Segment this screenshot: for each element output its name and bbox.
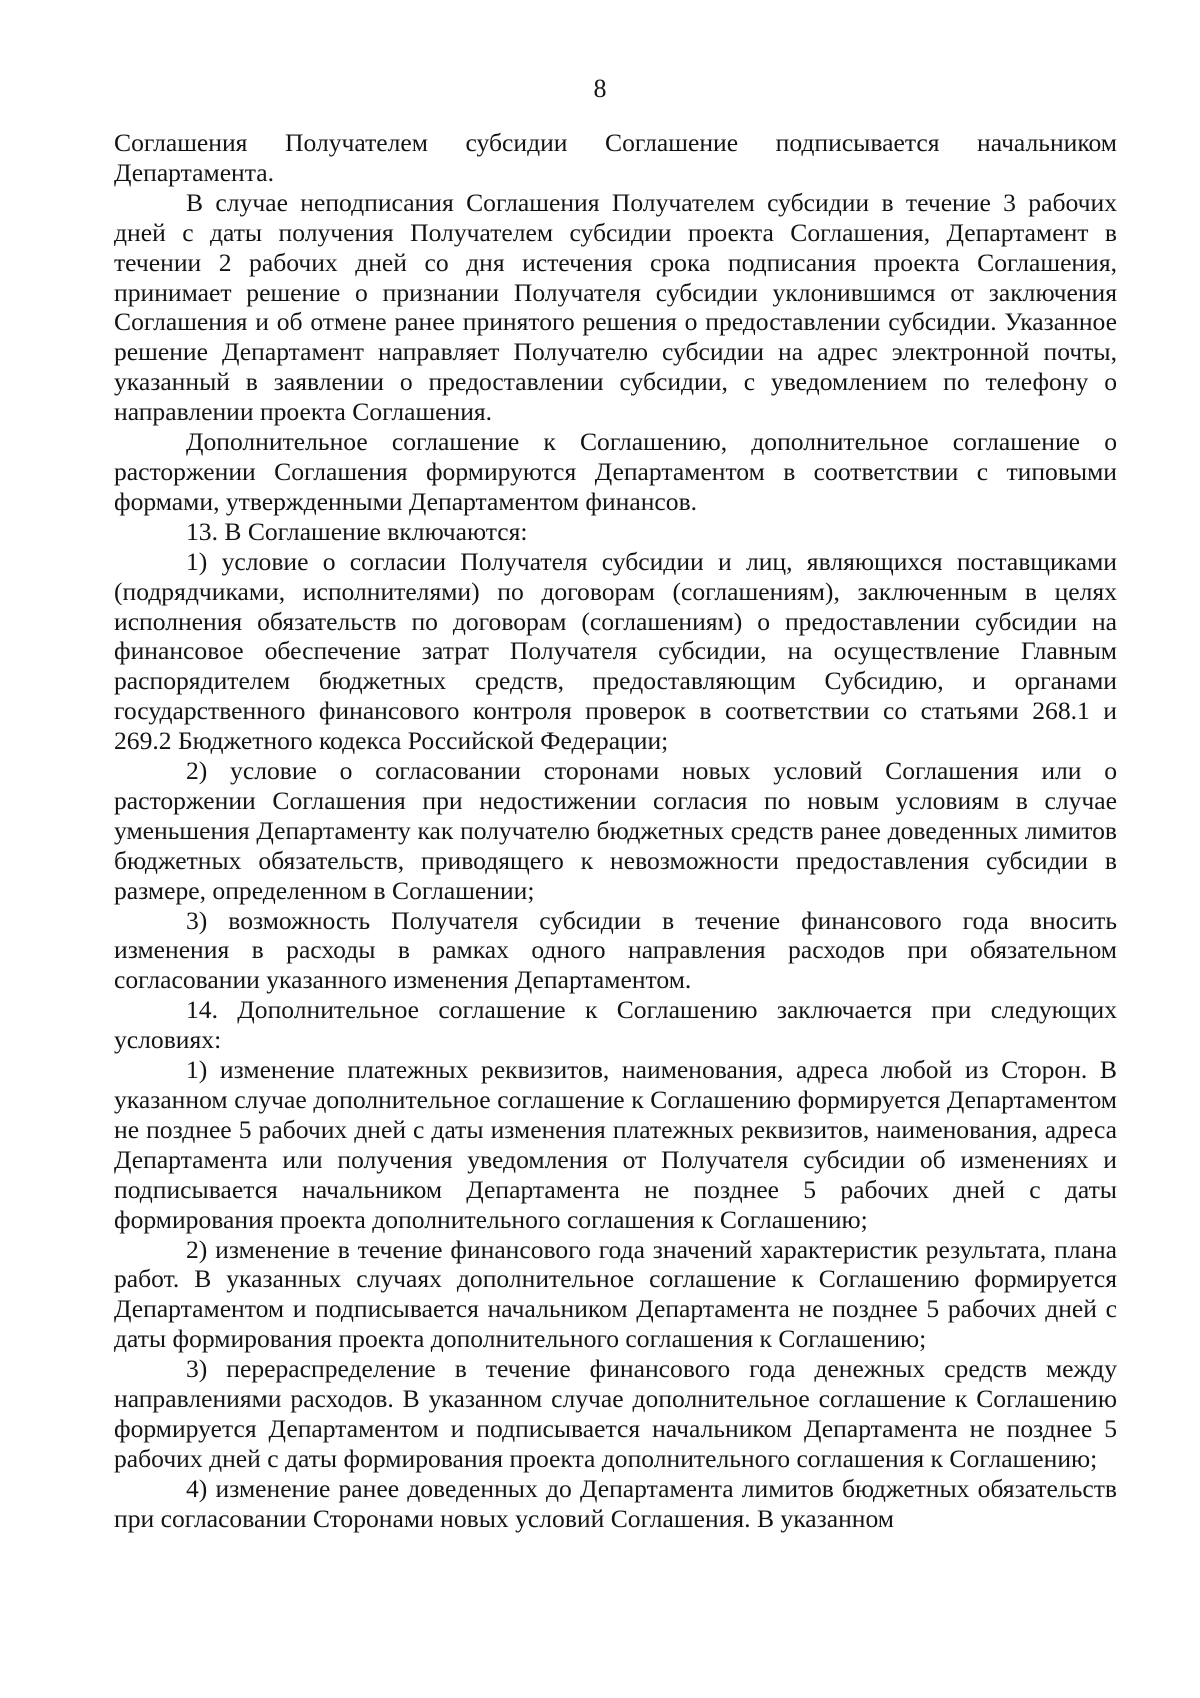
paragraph: Соглашения Получателем субсидии Соглашение подписывается начальником Департамента.: [114, 128, 1117, 187]
paragraph: Дополнительное соглашение к Соглашению, дополнительное соглашение о расторжении Соглашения формируются Департаментом в соответствии с типовыми формами, утвержденными Департаментом финансов.: [114, 427, 1117, 516]
paragraph: В случае неподписания Соглашения Получателем субсидии в течение 3 рабочих дней с даты получения Получателем субсидии проекта Соглашения, Департамент в течении 2 рабочих дней со дня истечения срока подписания проекта Соглашения, принимает решение о признании Получателя субсидии уклонившимся от заключения Соглашения и об отмене ранее принятого решения о предоставлении субсидии. Указанное решение Департамент направляет Получателю субсидии на адрес электронной почты, указанный в заявлении о предоставлении субсидии, с уведомлением по телефону о направлении проекта Соглашения.: [114, 187, 1117, 427]
list-item: 2) изменение в течение финансового года значений характеристик результата, плана работ. В указанных случаях дополнительное соглашение к Соглашению формируется Департаментом и подписывается начальником Департамента не позднее 5 рабочих дней с даты формирования проекта дополнительного соглашения к Соглашению;: [114, 1234, 1117, 1354]
list-item: 3) перераспределение в течение финансового года денежных средств между направлениями расходов. В указанном случае дополнительное соглашение к Соглашению формируется Департаментом и подписывается начальником Департамента не позднее 5 рабочих дней с даты формирования проекта дополнительного соглашения к Соглашению;: [114, 1354, 1117, 1473]
page-number: 8: [593, 74, 607, 103]
section-heading-14: 14. Дополнительное соглашение к Соглашению заключается при следующих условиях:: [114, 995, 1117, 1055]
list-item: 1) изменение платежных реквизитов, наименования, адреса любой из Сторон. В указанном случае дополнительное соглашение к Соглашению формируется Департаментом не позднее 5 рабочих дней с даты изменения платежных реквизитов, наименования, адреса Департамента или получения уведомления от Получателя субсидии об изменениях и подписывается начальником Департамента не позднее 5 рабочих дней с даты формирования проекта дополнительного соглашения к Соглашению;: [114, 1055, 1117, 1234]
section-heading-13: 13. В Соглашение включаются:: [186, 516, 528, 546]
list-item: 1) условие о согласии Получателя субсидии и лиц, являющихся поставщиками (подрядчиками, исполнителями) по договорам (соглашениям), заключенным в целях исполнения обязательств по договорам (соглашениям) о предоставлении субсидии на финансовое обеспечение затрат Получателя субсидии, на осуществление Главным распорядителем бюджетных средств, предоставляющим Субсидию, и органами государственного финансового контроля проверок в соответствии со статьями 268.1 и 269.2 Бюджетного кодекса Российской Федерации;: [114, 546, 1117, 756]
list-item: 4) изменение ранее доведенных до Департамента лимитов бюджетных обязательств при согласовании Сторонами новых условий Соглашения. В указанном: [114, 1473, 1117, 1533]
document-body: [114, 128, 1117, 1534]
list-item: 2) условие о согласовании сторонами новых условий Соглашения или о расторжении Соглашения при недостижении согласия по новым условиям в случае уменьшения Департаменту как получателю бюджетных средств ранее доведенных лимитов бюджетных обязательств, приводящего к невозможности предоставления субсидии в размере, определенном в Соглашении;: [114, 756, 1117, 905]
list-item: 3) возможность Получателя субсидии в течение финансового года вносить изменения в расходы в рамках одного направления расходов при обязательном согласовании указанного изменения Департаментом.: [114, 905, 1117, 995]
